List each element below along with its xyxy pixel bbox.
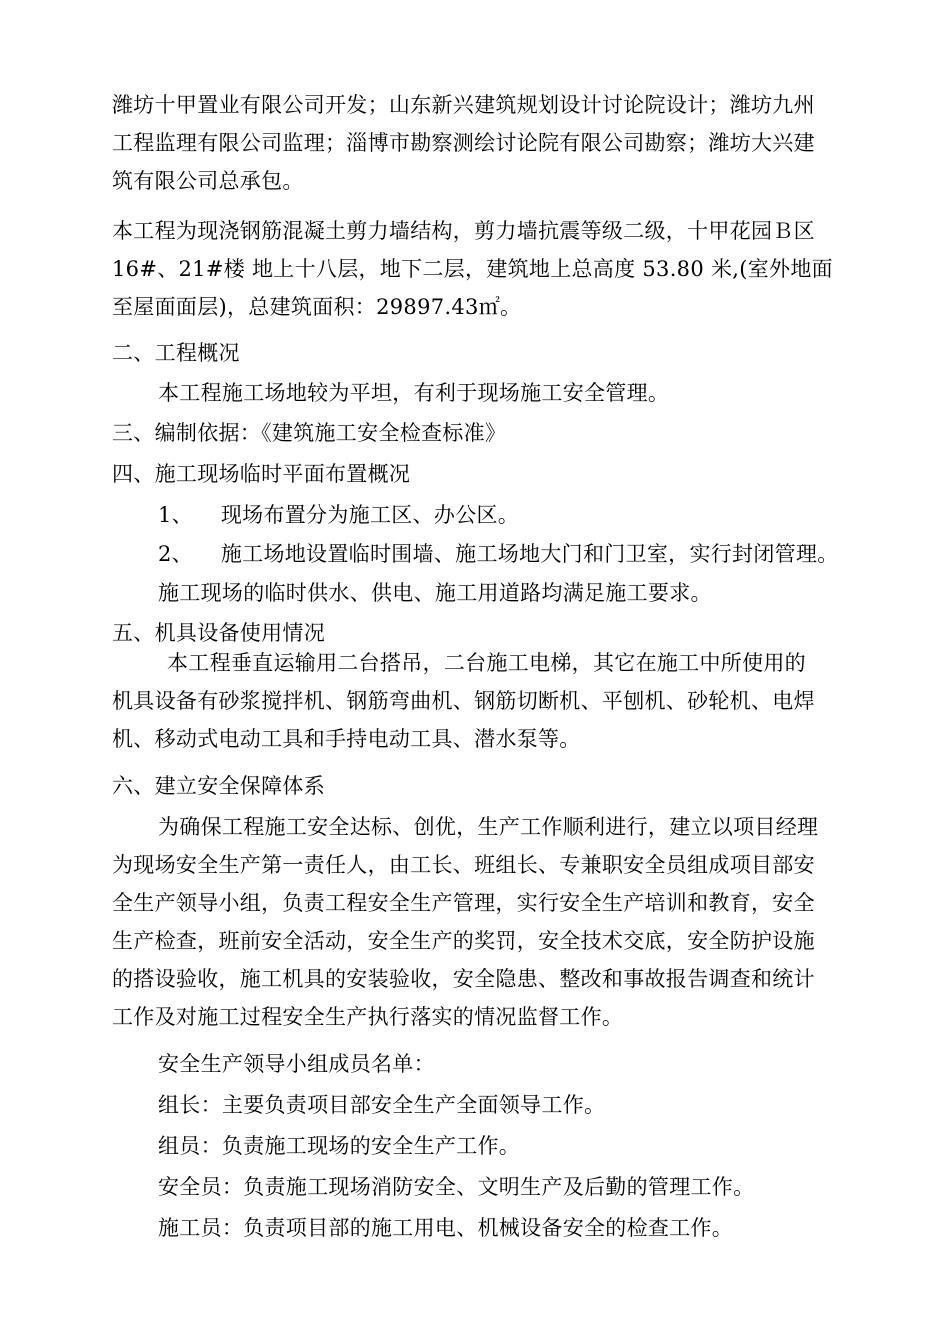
roster-item-safety-officer: 安全员：负责施工现场消防安全、文明生产及后勤的管理工作。 — [158, 1175, 755, 1199]
section-6-line-4: 生产检查，班前安全活动，安全生产的奖罚，安全技术交底，安全防护设施 — [112, 929, 815, 953]
section-2-heading: 二、工程概况 — [112, 341, 240, 365]
p1-line-3: 筑有限公司总承包。 — [112, 169, 304, 193]
section-5-line-2: 机具设备有砂浆搅拌机、钢筋弯曲机、钢筋切断机、平刨机、砂轮机、电焊 — [112, 689, 815, 713]
section-5-line-1: 本工程垂直运输用二台搭吊，二台施工电梯，其它在施工中所使用的 — [160, 651, 806, 675]
section-3-heading: 三、编制依据：《建筑施工安全检查标准》 — [112, 421, 507, 445]
roster-title: 安全生产领导小组成员名单： — [158, 1052, 435, 1076]
p2-line-2: 16#、21#楼 地上十八层，地下二层，建筑地上总高度 53.80 米,(室外地面 — [112, 257, 833, 281]
section-6-heading: 六、建立安全保障体系 — [112, 774, 325, 798]
section-5-heading: 五、机具设备使用情况 — [112, 621, 325, 645]
section-6-line-2: 为现场安全生产第一责任人，由工长、班组长、专兼职安全员组成项目部安 — [112, 853, 815, 877]
section-6-line-6: 工作及对施工过程安全生产执行落实的情况监督工作。 — [112, 1005, 624, 1029]
p1-line-2: 工程监理有限公司监理；淄博市勘察测绘讨论院有限公司勘察；潍坊大兴建 — [112, 131, 815, 155]
section-6-line-5: 的搭设验收，施工机具的安装验收，安全隐患、整改和事故报告调查和统计 — [112, 967, 815, 991]
section-6-line-1: 为确保工程施工安全达标、创优，生产工作顺利进行，建立以项目经理 — [158, 815, 819, 839]
section-4-item-2: 2、 施工场地设置临时围墙、施工场地大门和门卫室，实行封闭管理。 — [158, 542, 839, 566]
p2-line-1: 本工程为现浇钢筋混凝土剪力墙结构，剪力墙抗震等级二级，十甲花园Ｂ区 — [112, 219, 815, 243]
section-6-line-3: 全生产领导小组，负责工程安全生产管理，实行安全生产培训和教育，安全 — [112, 891, 815, 915]
section-5-line-3: 机、移动式电动工具和手持电动工具、潜水泵等。 — [112, 727, 581, 751]
section-4-text: 施工现场的临时供水、供电、施工用道路均满足施工要求。 — [158, 581, 712, 605]
roster-item-construction-officer: 施工员：负责项目部的施工用电、机械设备安全的检查工作。 — [158, 1216, 734, 1240]
section-2-text: 本工程施工场地较为平坦，有利于现场施工安全管理。 — [158, 381, 670, 405]
section-4-item-1: 1、 现场布置分为施工区、办公区。 — [158, 503, 520, 527]
roster-item-leader: 组长：主要负责项目部安全生产全面领导工作。 — [158, 1093, 606, 1117]
section-4-heading: 四、施工现场临时平面布置概况 — [112, 462, 411, 486]
p2-line-3: 至屋面面层)，总建筑面积：29897.43㎡。 — [112, 295, 522, 319]
p1-line-1: 潍坊十甲置业有限公司开发；山东新兴建筑规划设计讨论院设计；潍坊九州 — [112, 93, 815, 117]
roster-item-member: 组员：负责施工现场的安全生产工作。 — [158, 1134, 521, 1158]
